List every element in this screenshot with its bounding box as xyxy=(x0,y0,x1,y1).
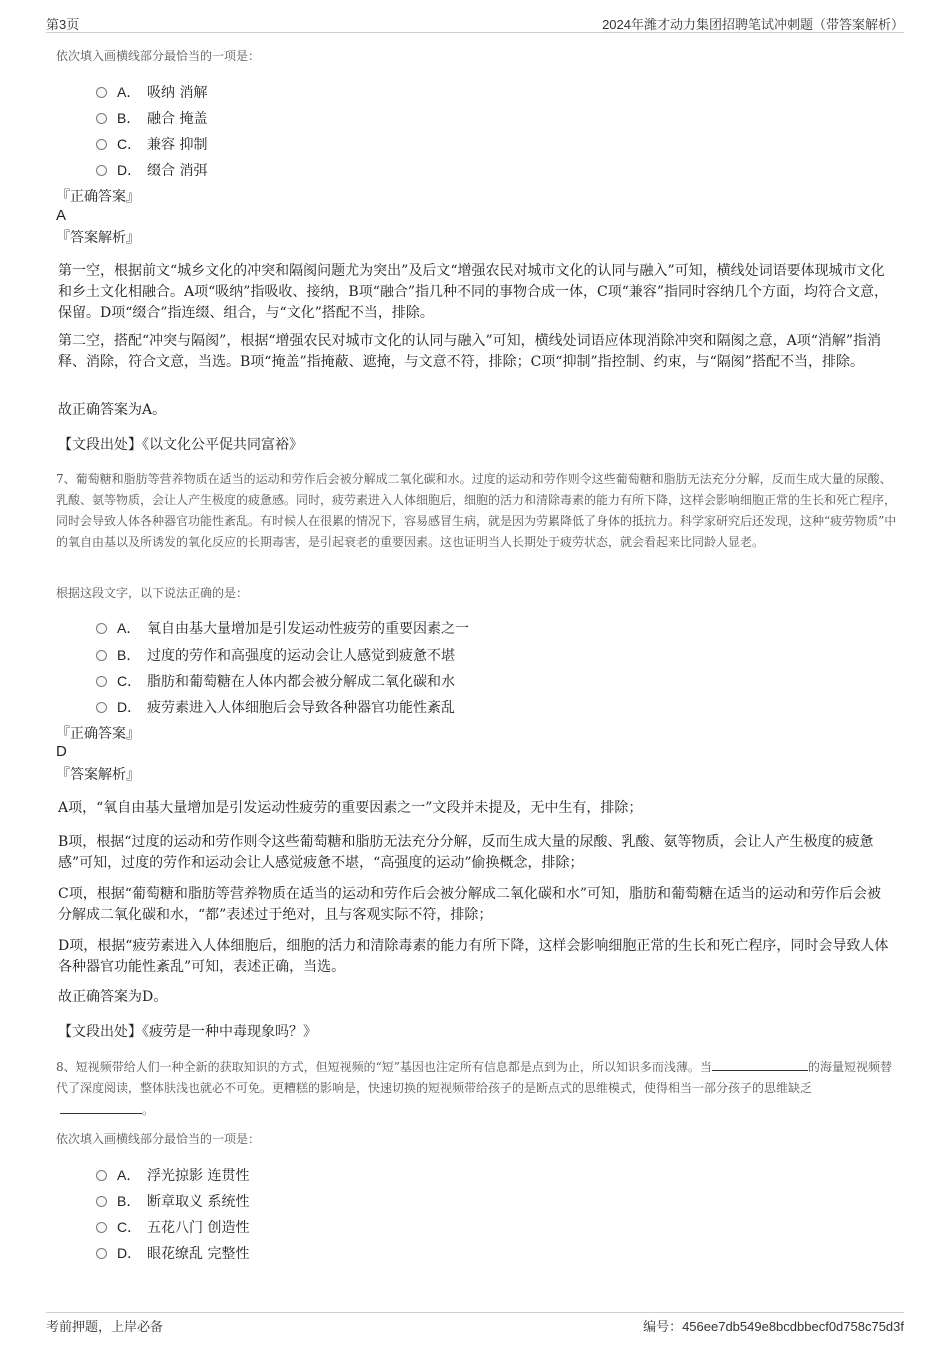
q8-stem: 8、短视频带给人们一种全新的获取知识的方式，但短视频的“短”基因也注定所有信息都是点到为止，所以知识多而浅薄。当 的海量短视频替代了深度阅读，整体肤浅也就必不可免。更糟糕的影响是，快速切换的短视频带给孩子的是断点式的思维模式，使得相当一部分孩子的思维缺乏。 xyxy=(56,1056,898,1121)
q6-answer: A xyxy=(56,207,67,224)
fill-blank-2 xyxy=(60,1099,142,1114)
radio-button[interactable] xyxy=(96,1248,107,1259)
q7-analysis-label: 『答案解析』 xyxy=(56,767,140,783)
q8-option-b[interactable]: B． 断章取义 系统性 xyxy=(96,1191,249,1213)
page-number: 第3页 xyxy=(46,17,80,32)
radio-button[interactable] xyxy=(96,165,107,176)
q8-option-d[interactable]: D． 眼花缭乱 完整性 xyxy=(96,1243,249,1265)
q6-answer-label: 『正确答案』 xyxy=(56,189,140,205)
radio-button[interactable] xyxy=(96,676,107,687)
q6-analysis-label: 『答案解析』 xyxy=(56,230,140,246)
q7-analysis-paragraph: D项，根据“疲劳素进入人体细胞后，细胞的活力和清除毒素的能力有所下降，这样会影响细胞正常的生长和死亡程序，同时会导致人体各种器官功能性紊乱”可知，表述正确，当选。 xyxy=(58,938,889,975)
q7-stem: 7、葡萄糖和脂肪等营养物质在适当的运动和劳作后会被分解成二氧化碳和水。过度的运动和劳作则令这些葡萄糖和脂肪无法充分分解，反而生成大量的尿酸、乳酸、氨等物质，会让人产生极度的疲惫感。同时，疲劳素进入人体细胞后，细胞的活力和清除毒素的能力有所下降，这样会影响细胞正常的生长和死亡程序，同时会导致人体各种器官功能性紊乱。有时候人在很累的情况下，容易感冒生病，就是因为劳累降低了身体的抵抗力。科学家研究后还发现，这种“疲劳物质”中的氧自由基以及所诱发的氧化反应的长期毒害，是引起衰老的重要因素。这也证明当人长期处于疲劳状态，就会看起来比同龄人显老。 xyxy=(56,472,897,549)
q6-source: 【文段出处】《以文化公平促共同富裕》 xyxy=(58,437,303,453)
q6-option-c[interactable]: C． 兼容 抑制 xyxy=(96,134,207,156)
q7-conclusion: 故正确答案为D。 xyxy=(58,989,168,1005)
q7-analysis-paragraph: A项，“氧自由基大量增加是引发运动性疲劳的重要因素之一”文段并未提及，无中生有，排除； xyxy=(58,800,643,816)
radio-button[interactable] xyxy=(96,1222,107,1233)
q7-option-b[interactable]: B． 过度的劳作和高强度的运动会让人感觉到疲惫不堪 xyxy=(96,645,455,667)
radio-button[interactable] xyxy=(96,1196,107,1207)
q6-analysis-paragraph: 第一空，根据前文“城乡文化的冲突和隔阂问题尤为突出”及后文“增强农民对城市文化的认同与融入”可知，横线处词语要体现城市文化和乡土文化相融合。A项“吸纳”指吸收、接纳，B项“融合”指几种不同的事物合成一体，C项“兼容”指同时容纳几个方面，均符合文意，保留。D项“缀合”指连缀、组合，与“文化”搭配不当，排除。 xyxy=(58,263,889,321)
radio-button[interactable] xyxy=(96,113,107,124)
radio-button[interactable] xyxy=(96,702,107,713)
q8-option-c[interactable]: C． 五花八门 创造性 xyxy=(96,1217,249,1239)
footer-slogan: 考前押题，上岸必备 xyxy=(46,1319,164,1334)
q7-analysis-paragraph: C项，根据“葡萄糖和脂肪等营养物质在适当的运动和劳作后会被分解成二氧化碳和水”可知，脂肪和葡萄糖在适当的运动和劳作后会被分解成二氧化碳和水，“都”表述过于绝对，且与客观实际不符，排除； xyxy=(58,886,882,923)
document-code: 编号：456ee7db549e8bcdbbecf0d758c75d3f xyxy=(643,1319,904,1334)
q6-option-a[interactable]: A． 吸纳 消解 xyxy=(96,82,207,104)
q7-option-a[interactable]: A． 氧自由基大量增加是引发运动性疲劳的重要因素之一 xyxy=(96,618,469,640)
fill-blank-1 xyxy=(712,1056,808,1071)
q7-option-d[interactable]: D． 疲劳素进入人体细胞后会导致各种器官功能性紊乱 xyxy=(96,697,455,719)
q7-answer-label: 『正确答案』 xyxy=(56,726,140,742)
q8-option-a[interactable]: A． 浮光掠影 连贯性 xyxy=(96,1165,249,1187)
document-title: 2024年潍才动力集团招聘笔试冲刺题（带答案解析） xyxy=(602,17,904,32)
q8-prompt: 依次填入画横线部分最恰当的一项是： xyxy=(56,1132,261,1146)
radio-button[interactable] xyxy=(96,139,107,150)
radio-button[interactable] xyxy=(96,1170,107,1181)
q6-prompt: 依次填入画横线部分最恰当的一项是： xyxy=(56,49,261,63)
radio-button[interactable] xyxy=(96,650,107,661)
q7-prompt: 根据这段文字，以下说法正确的是： xyxy=(56,586,249,600)
radio-button[interactable] xyxy=(96,623,107,634)
page-footer xyxy=(46,1312,904,1333)
q7-analysis-paragraph: B项，根据“过度的运动和劳作则令这些葡萄糖和脂肪无法充分分解，反而生成大量的尿酸、乳酸、氨等物质，会让人产生极度的疲惫感”可知，过度的劳作和运动会让人感觉疲惫不堪，“高强度的运动”偷换概念，排除； xyxy=(58,834,874,871)
page-header xyxy=(46,12,904,33)
q6-conclusion: 故正确答案为A。 xyxy=(58,402,167,418)
q6-analysis-paragraph: 第二空，搭配“冲突与隔阂”，根据“增强农民对城市文化的认同与融入”可知，横线处词语应体现消除冲突和隔阂之意，A项“消解”指消释、消除，符合文意，当选。B项“掩盖”指掩蔽、遮掩，与文意不符，排除；C项“抑制”指控制、约束，与“隔阂”搭配不当，排除。 xyxy=(58,333,882,370)
radio-button[interactable] xyxy=(96,87,107,98)
q6-option-d[interactable]: D． 缀合 消弭 xyxy=(96,160,207,182)
q7-source: 【文段出处】《疲劳是一种中毒现象吗？》 xyxy=(58,1024,317,1040)
q7-option-c[interactable]: C． 脂肪和葡萄糖在人体内都会被分解成二氧化碳和水 xyxy=(96,671,455,693)
q6-option-b[interactable]: B． 融合 掩盖 xyxy=(96,108,207,130)
q7-answer: D xyxy=(56,743,67,760)
